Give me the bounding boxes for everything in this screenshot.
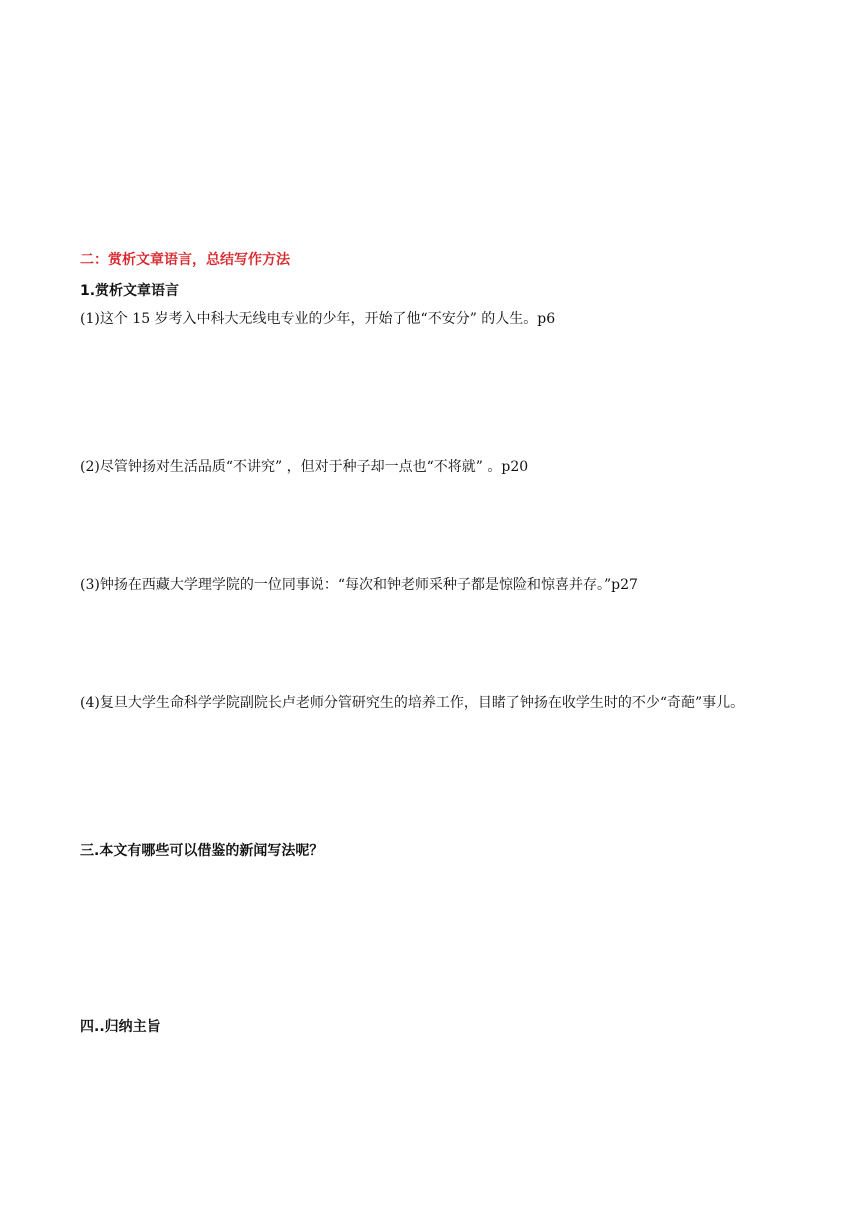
question-4: (4)复旦大学生命科学学院副院长卢老师分管研究生的培养工作，目睹了钟扬在收学生时的不少“奇葩”事儿。	[80, 695, 745, 711]
question-2: (2)尽管钟扬对生活品质“不讲究” ，但对于种子却一点也“不将就” 。p20	[80, 459, 529, 475]
question-1: (1)这个 15 岁考入中科大无线电专业的少年，开始了他“不安分” 的人生。p6	[80, 311, 556, 327]
section3-heading: 三.本文有哪些可以借鉴的新闻写法呢？	[80, 843, 324, 859]
section2-heading: 二：赏析文章语言，总结写作方法	[80, 252, 290, 268]
section4-heading: 四..归纳主旨	[80, 1019, 161, 1035]
question-3: (3)钟扬在西藏大学理学院的一位同事说：“每次和钟老师采种子都是惊险和惊喜并存。”p27	[80, 577, 638, 593]
section2-subheading: 1.赏析文章语言	[80, 283, 180, 299]
